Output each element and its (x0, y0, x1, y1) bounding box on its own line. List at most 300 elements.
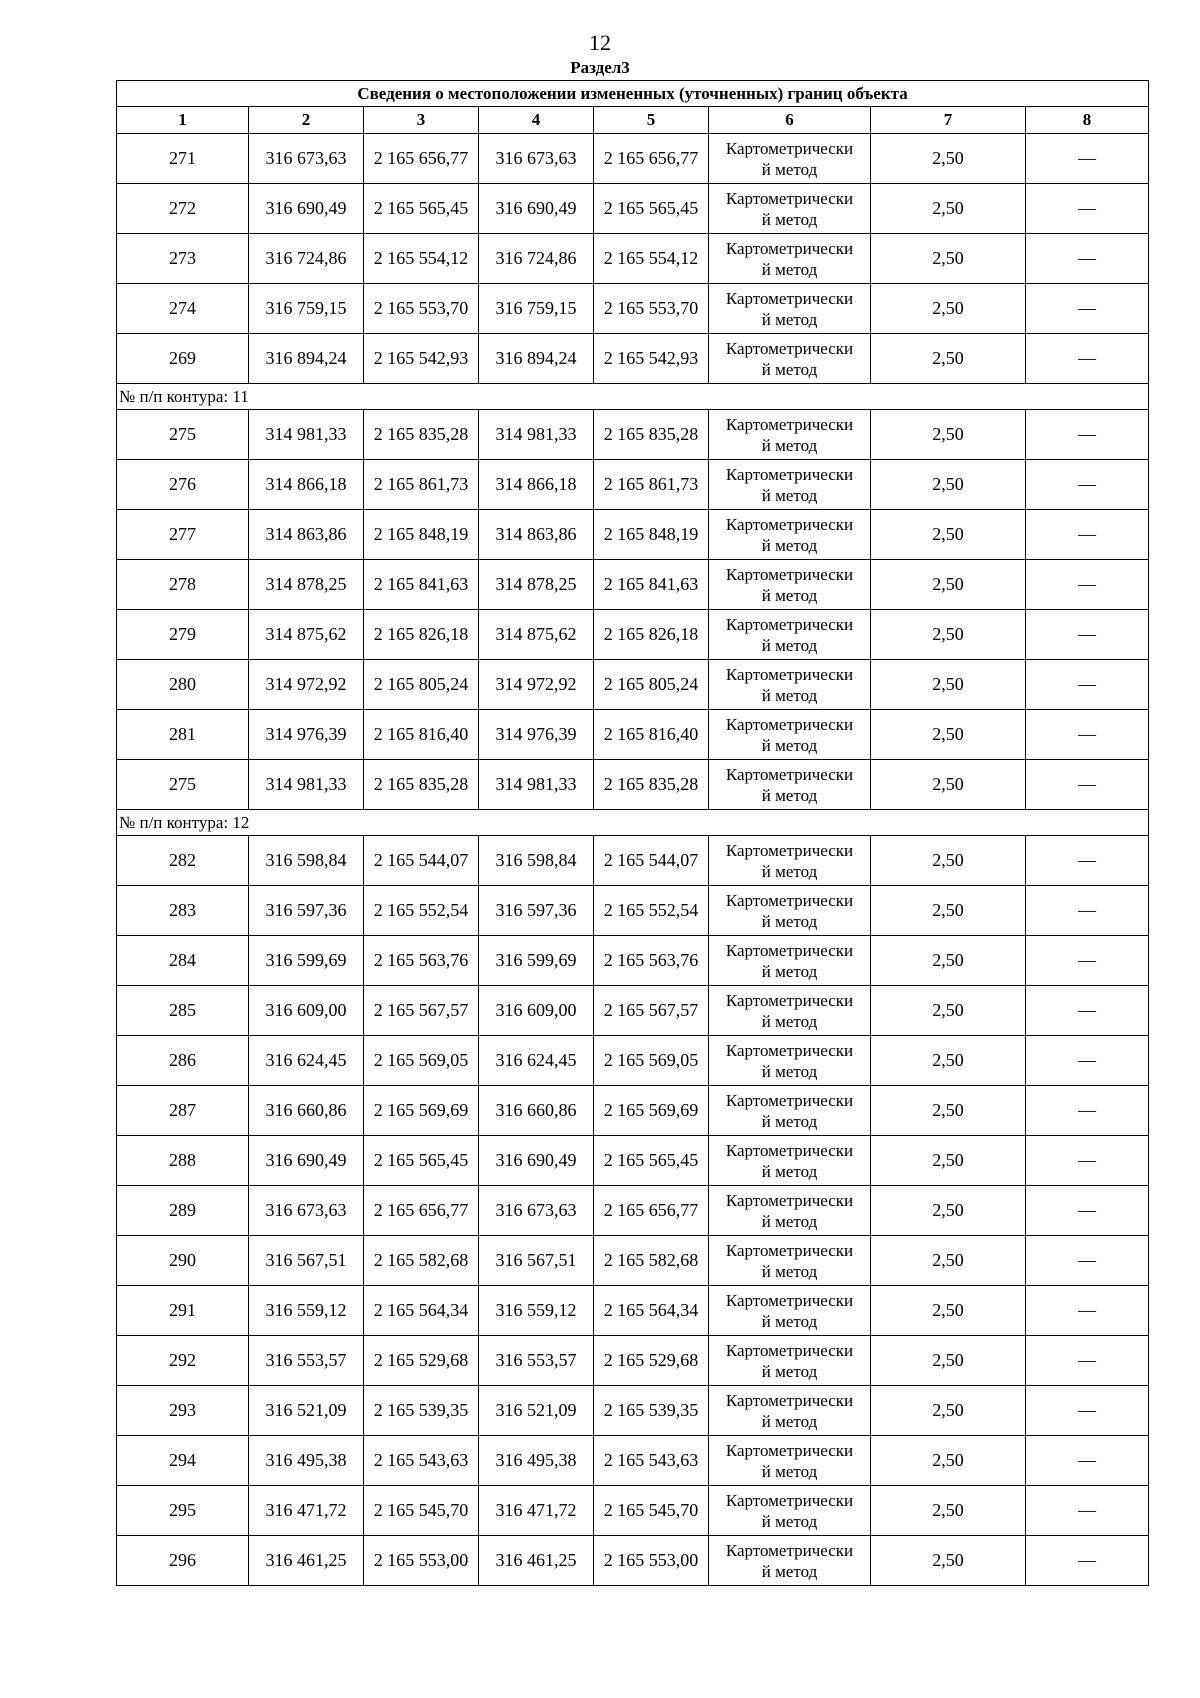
y-new-cell: 2 165 805,24 (594, 660, 709, 710)
method-cell (709, 836, 871, 886)
y-existing-cell: 2 165 656,77 (364, 134, 479, 184)
y-new-cell: 2 165 553,70 (594, 284, 709, 334)
x-new-cell: 314 981,33 (479, 760, 594, 810)
description-cell: — (1026, 710, 1149, 760)
accuracy-cell: 2,50 (871, 610, 1026, 660)
description-cell: — (1026, 1286, 1149, 1336)
description-cell: — (1026, 986, 1149, 1036)
contour-row (117, 810, 1149, 836)
y-existing-cell: 2 165 553,00 (364, 1536, 479, 1586)
x-new-cell: 314 875,62 (479, 610, 594, 660)
description-cell: — (1026, 1086, 1149, 1136)
y-new-cell: 2 165 544,07 (594, 836, 709, 886)
y-existing-cell: 2 165 553,70 (364, 284, 479, 334)
method-cell (709, 460, 871, 510)
table-row (117, 134, 1149, 184)
x-existing-cell: 316 724,86 (249, 234, 364, 284)
table-row (117, 1536, 1149, 1586)
accuracy-cell: 2,50 (871, 1386, 1026, 1436)
y-existing-cell: 2 165 848,19 (364, 510, 479, 560)
x-existing-cell: 316 660,86 (249, 1086, 364, 1136)
y-existing-cell: 2 165 805,24 (364, 660, 479, 710)
column-header-row (117, 107, 1149, 134)
method-line: Картометрически (725, 414, 854, 434)
description-cell: — (1026, 836, 1149, 886)
table-row (117, 886, 1149, 936)
accuracy-cell: 2,50 (871, 1136, 1026, 1186)
point-number-cell: 293 (117, 1386, 249, 1436)
method-line: й метод (761, 359, 818, 379)
x-new-cell: 316 471,72 (479, 1486, 594, 1536)
x-existing-cell: 314 981,33 (249, 410, 364, 460)
method-cell (709, 334, 871, 384)
column-header: 1 (117, 107, 249, 134)
description-cell: — (1026, 1536, 1149, 1586)
column-header: 7 (871, 107, 1026, 134)
y-new-cell: 2 165 569,05 (594, 1036, 709, 1086)
x-new-cell: 316 567,51 (479, 1236, 594, 1286)
method-line: Картометрически (725, 238, 854, 258)
section-title: Раздел3 (570, 58, 630, 77)
description-cell: — (1026, 184, 1149, 234)
method-line: й метод (761, 1261, 818, 1281)
method-line: Картометрически (725, 1540, 854, 1560)
method-line: Картометрически (725, 1340, 854, 1360)
x-existing-cell: 314 972,92 (249, 660, 364, 710)
method-line: й метод (761, 1161, 818, 1181)
method-line: Картометрически (725, 1440, 854, 1460)
contour-row (117, 384, 1149, 410)
x-new-cell: 316 495,38 (479, 1436, 594, 1486)
method-cell (709, 710, 871, 760)
x-existing-cell: 316 567,51 (249, 1236, 364, 1286)
accuracy-cell: 2,50 (871, 1286, 1026, 1336)
method-line: Картометрически (725, 1290, 854, 1310)
y-existing-cell: 2 165 554,12 (364, 234, 479, 284)
method-line: й метод (761, 1461, 818, 1481)
accuracy-cell: 2,50 (871, 886, 1026, 936)
x-existing-cell: 316 599,69 (249, 936, 364, 986)
description-cell: — (1026, 510, 1149, 560)
y-existing-cell: 2 165 816,40 (364, 710, 479, 760)
point-number-cell: 295 (117, 1486, 249, 1536)
column-header: 2 (249, 107, 364, 134)
method-line: Картометрически (725, 714, 854, 734)
description-cell: — (1026, 936, 1149, 986)
description-cell: — (1026, 610, 1149, 660)
x-new-cell: 316 690,49 (479, 184, 594, 234)
table-row (117, 936, 1149, 986)
description-cell: — (1026, 1486, 1149, 1536)
y-new-cell: 2 165 656,77 (594, 1186, 709, 1236)
accuracy-cell: 2,50 (871, 1536, 1026, 1586)
method-line: й метод (761, 1511, 818, 1531)
accuracy-cell: 2,50 (871, 510, 1026, 560)
method-cell (709, 986, 871, 1036)
y-new-cell: 2 165 826,18 (594, 610, 709, 660)
x-existing-cell: 316 690,49 (249, 1136, 364, 1186)
method-line: й метод (761, 961, 818, 981)
point-number-cell: 281 (117, 710, 249, 760)
y-new-cell: 2 165 848,19 (594, 510, 709, 560)
x-new-cell: 316 599,69 (479, 936, 594, 986)
y-existing-cell: 2 165 569,05 (364, 1036, 479, 1086)
accuracy-cell: 2,50 (871, 836, 1026, 886)
x-new-cell: 316 553,57 (479, 1336, 594, 1386)
table-row (117, 660, 1149, 710)
method-cell (709, 560, 871, 610)
method-line: Картометрически (725, 514, 854, 534)
x-new-cell: 316 690,49 (479, 1136, 594, 1186)
x-new-cell: 316 624,45 (479, 1036, 594, 1086)
x-existing-cell: 316 495,38 (249, 1436, 364, 1486)
method-line: й метод (761, 485, 818, 505)
column-header: 3 (364, 107, 479, 134)
y-new-cell: 2 165 565,45 (594, 1136, 709, 1186)
point-number-cell: 290 (117, 1236, 249, 1286)
y-existing-cell: 2 165 567,57 (364, 986, 479, 1036)
y-new-cell: 2 165 841,63 (594, 560, 709, 610)
method-line: Картометрически (725, 464, 854, 484)
table-row (117, 986, 1149, 1036)
method-line: Картометрически (725, 288, 854, 308)
point-number-cell: 273 (117, 234, 249, 284)
description-cell: — (1026, 886, 1149, 936)
method-cell (709, 1236, 871, 1286)
x-existing-cell: 316 521,09 (249, 1386, 364, 1436)
x-existing-cell: 316 624,45 (249, 1036, 364, 1086)
y-existing-cell: 2 165 835,28 (364, 410, 479, 460)
point-number-cell: 274 (117, 284, 249, 334)
point-number-cell: 282 (117, 836, 249, 886)
method-line: Картометрически (725, 664, 854, 684)
method-line: Картометрически (725, 1390, 854, 1410)
y-new-cell: 2 165 553,00 (594, 1536, 709, 1586)
method-cell (709, 1086, 871, 1136)
accuracy-cell: 2,50 (871, 1336, 1026, 1386)
x-new-cell: 314 981,33 (479, 410, 594, 460)
x-new-cell: 314 863,86 (479, 510, 594, 560)
x-existing-cell: 316 894,24 (249, 334, 364, 384)
x-new-cell: 316 673,63 (479, 134, 594, 184)
method-cell (709, 510, 871, 560)
x-new-cell: 314 866,18 (479, 460, 594, 510)
point-number-cell: 275 (117, 760, 249, 810)
x-existing-cell: 314 866,18 (249, 460, 364, 510)
method-line: Картометрически (725, 614, 854, 634)
x-existing-cell: 316 673,63 (249, 134, 364, 184)
y-new-cell: 2 165 539,35 (594, 1386, 709, 1436)
description-cell: — (1026, 760, 1149, 810)
point-number-cell: 287 (117, 1086, 249, 1136)
column-header: 8 (1026, 107, 1149, 134)
point-number-cell: 285 (117, 986, 249, 1036)
y-new-cell: 2 165 835,28 (594, 760, 709, 810)
method-line: Картометрически (725, 890, 854, 910)
method-cell (709, 610, 871, 660)
table-row (117, 1486, 1149, 1536)
point-number-cell: 276 (117, 460, 249, 510)
y-new-cell: 2 165 656,77 (594, 134, 709, 184)
description-cell: — (1026, 1436, 1149, 1486)
x-existing-cell: 314 976,39 (249, 710, 364, 760)
contour-label: № п/п контура: 12 (117, 810, 1149, 836)
table-row (117, 1436, 1149, 1486)
method-cell (709, 284, 871, 334)
method-cell (709, 1186, 871, 1236)
method-line: й метод (761, 585, 818, 605)
point-number-cell: 291 (117, 1286, 249, 1336)
method-line: й метод (761, 1211, 818, 1231)
method-line: Картометрически (725, 1040, 854, 1060)
method-line: Картометрически (725, 188, 854, 208)
x-new-cell: 314 878,25 (479, 560, 594, 610)
method-line: Картометрически (725, 990, 854, 1010)
point-number-cell: 289 (117, 1186, 249, 1236)
table-row (117, 1236, 1149, 1286)
method-cell (709, 886, 871, 936)
method-line: й метод (761, 309, 818, 329)
table-row (117, 560, 1149, 610)
method-line: Картометрически (725, 1090, 854, 1110)
table-row (117, 1186, 1149, 1236)
method-line: й метод (761, 1011, 818, 1031)
y-new-cell: 2 165 554,12 (594, 234, 709, 284)
point-number-cell: 292 (117, 1336, 249, 1386)
table-row (117, 1286, 1149, 1336)
accuracy-cell: 2,50 (871, 1086, 1026, 1136)
page-number: 12 (589, 30, 611, 55)
point-number-cell: 278 (117, 560, 249, 610)
method-line: й метод (761, 685, 818, 705)
point-number-cell: 286 (117, 1036, 249, 1086)
table-row (117, 334, 1149, 384)
accuracy-cell: 2,50 (871, 710, 1026, 760)
method-cell (709, 1286, 871, 1336)
accuracy-cell: 2,50 (871, 986, 1026, 1036)
accuracy-cell: 2,50 (871, 1236, 1026, 1286)
accuracy-cell: 2,50 (871, 410, 1026, 460)
x-new-cell: 316 673,63 (479, 1186, 594, 1236)
method-line: Картометрически (725, 564, 854, 584)
method-line: й метод (761, 635, 818, 655)
x-new-cell: 316 461,25 (479, 1536, 594, 1586)
method-line: Картометрически (725, 840, 854, 860)
table-row (117, 610, 1149, 660)
method-line: й метод (761, 1111, 818, 1131)
method-line: й метод (761, 785, 818, 805)
description-cell: — (1026, 1386, 1149, 1436)
y-new-cell: 2 165 582,68 (594, 1236, 709, 1286)
description-cell: — (1026, 460, 1149, 510)
accuracy-cell: 2,50 (871, 134, 1026, 184)
point-number-cell: 288 (117, 1136, 249, 1186)
y-existing-cell: 2 165 565,45 (364, 1136, 479, 1186)
method-line: й метод (761, 435, 818, 455)
y-existing-cell: 2 165 582,68 (364, 1236, 479, 1286)
y-existing-cell: 2 165 861,73 (364, 460, 479, 510)
x-existing-cell: 316 673,63 (249, 1186, 364, 1236)
accuracy-cell: 2,50 (871, 460, 1026, 510)
x-new-cell: 316 660,86 (479, 1086, 594, 1136)
table-row (117, 510, 1149, 560)
point-number-cell: 272 (117, 184, 249, 234)
method-line: Картометрически (725, 1240, 854, 1260)
contour-label: № п/п контура: 11 (117, 384, 1149, 410)
method-line: Картометрически (725, 940, 854, 960)
x-existing-cell: 316 559,12 (249, 1286, 364, 1336)
table-row (117, 836, 1149, 886)
y-existing-cell: 2 165 656,77 (364, 1186, 479, 1236)
point-number-cell: 271 (117, 134, 249, 184)
y-existing-cell: 2 165 544,07 (364, 836, 479, 886)
column-header: 4 (479, 107, 594, 134)
x-new-cell: 316 521,09 (479, 1386, 594, 1436)
table-row (117, 460, 1149, 510)
x-new-cell: 316 597,36 (479, 886, 594, 936)
y-existing-cell: 2 165 543,63 (364, 1436, 479, 1486)
description-cell: — (1026, 560, 1149, 610)
y-new-cell: 2 165 861,73 (594, 460, 709, 510)
method-line: й метод (761, 259, 818, 279)
x-new-cell: 314 976,39 (479, 710, 594, 760)
description-cell: — (1026, 1036, 1149, 1086)
point-number-cell: 269 (117, 334, 249, 384)
boundary-coordinates-table (116, 80, 1149, 1586)
y-existing-cell: 2 165 569,69 (364, 1086, 479, 1136)
method-cell (709, 660, 871, 710)
x-existing-cell: 314 863,86 (249, 510, 364, 560)
method-line: й метод (761, 1361, 818, 1381)
method-line: й метод (761, 735, 818, 755)
column-header: 5 (594, 107, 709, 134)
y-existing-cell: 2 165 563,76 (364, 936, 479, 986)
accuracy-cell: 2,50 (871, 334, 1026, 384)
point-number-cell: 275 (117, 410, 249, 460)
method-line: й метод (761, 209, 818, 229)
table-row (117, 1136, 1149, 1186)
table-row (117, 234, 1149, 284)
point-number-cell: 284 (117, 936, 249, 986)
method-cell (709, 184, 871, 234)
x-new-cell: 316 759,15 (479, 284, 594, 334)
x-existing-cell: 314 875,62 (249, 610, 364, 660)
point-number-cell: 294 (117, 1436, 249, 1486)
accuracy-cell: 2,50 (871, 660, 1026, 710)
method-line: й метод (761, 861, 818, 881)
x-existing-cell: 316 609,00 (249, 986, 364, 1036)
point-number-cell: 279 (117, 610, 249, 660)
accuracy-cell: 2,50 (871, 760, 1026, 810)
method-line: Картометрически (725, 764, 854, 784)
method-cell (709, 410, 871, 460)
method-cell (709, 1386, 871, 1436)
accuracy-cell: 2,50 (871, 936, 1026, 986)
method-line: Картометрически (725, 1190, 854, 1210)
description-cell: — (1026, 134, 1149, 184)
method-line: й метод (761, 535, 818, 555)
method-line: й метод (761, 1311, 818, 1331)
method-cell (709, 1336, 871, 1386)
point-number-cell: 283 (117, 886, 249, 936)
point-number-cell: 280 (117, 660, 249, 710)
x-new-cell: 314 972,92 (479, 660, 594, 710)
description-cell: — (1026, 1136, 1149, 1186)
x-existing-cell: 316 471,72 (249, 1486, 364, 1536)
accuracy-cell: 2,50 (871, 234, 1026, 284)
y-new-cell: 2 165 565,45 (594, 184, 709, 234)
y-new-cell: 2 165 529,68 (594, 1336, 709, 1386)
table-caption: Сведения о местоположении измененных (уточненных) границ объекта (117, 81, 1149, 107)
x-existing-cell: 316 598,84 (249, 836, 364, 886)
accuracy-cell: 2,50 (871, 1486, 1026, 1536)
y-existing-cell: 2 165 542,93 (364, 334, 479, 384)
x-new-cell: 316 598,84 (479, 836, 594, 886)
y-new-cell: 2 165 569,69 (594, 1086, 709, 1136)
description-cell: — (1026, 410, 1149, 460)
accuracy-cell: 2,50 (871, 560, 1026, 610)
accuracy-cell: 2,50 (871, 1436, 1026, 1486)
y-existing-cell: 2 165 545,70 (364, 1486, 479, 1536)
y-existing-cell: 2 165 835,28 (364, 760, 479, 810)
method-cell (709, 1536, 871, 1586)
y-new-cell: 2 165 543,63 (594, 1436, 709, 1486)
method-cell (709, 1436, 871, 1486)
method-cell (709, 1486, 871, 1536)
method-line: Картометрически (725, 338, 854, 358)
table-row (117, 710, 1149, 760)
method-cell (709, 1136, 871, 1186)
method-cell (709, 134, 871, 184)
table-row (117, 184, 1149, 234)
x-existing-cell: 316 759,15 (249, 284, 364, 334)
method-line: Картометрически (725, 138, 854, 158)
accuracy-cell: 2,50 (871, 1036, 1026, 1086)
method-line: й метод (761, 159, 818, 179)
y-existing-cell: 2 165 564,34 (364, 1286, 479, 1336)
description-cell: — (1026, 1236, 1149, 1286)
description-cell: — (1026, 284, 1149, 334)
y-new-cell: 2 165 816,40 (594, 710, 709, 760)
y-new-cell: 2 165 563,76 (594, 936, 709, 986)
method-line: й метод (761, 1561, 818, 1581)
x-new-cell: 316 559,12 (479, 1286, 594, 1336)
method-line: Картометрически (725, 1140, 854, 1160)
x-existing-cell: 314 878,25 (249, 560, 364, 610)
y-new-cell: 2 165 542,93 (594, 334, 709, 384)
table-row (117, 1386, 1149, 1436)
y-new-cell: 2 165 564,34 (594, 1286, 709, 1336)
x-existing-cell: 316 461,25 (249, 1536, 364, 1586)
accuracy-cell: 2,50 (871, 1186, 1026, 1236)
description-cell: — (1026, 334, 1149, 384)
table-row (117, 1036, 1149, 1086)
y-new-cell: 2 165 567,57 (594, 986, 709, 1036)
table-row (117, 284, 1149, 334)
y-existing-cell: 2 165 841,63 (364, 560, 479, 610)
description-cell: — (1026, 1336, 1149, 1386)
table-row (117, 760, 1149, 810)
x-existing-cell: 314 981,33 (249, 760, 364, 810)
y-existing-cell: 2 165 529,68 (364, 1336, 479, 1386)
point-number-cell: 296 (117, 1536, 249, 1586)
method-line: й метод (761, 1411, 818, 1431)
method-line: й метод (761, 911, 818, 931)
description-cell: — (1026, 234, 1149, 284)
method-cell (709, 234, 871, 284)
description-cell: — (1026, 660, 1149, 710)
y-existing-cell: 2 165 565,45 (364, 184, 479, 234)
